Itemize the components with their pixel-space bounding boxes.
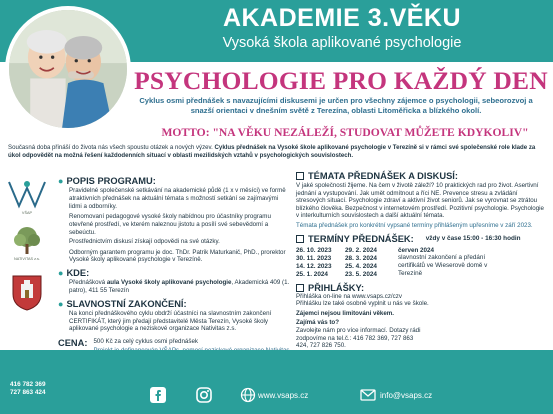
program-column: [58, 172, 290, 362]
partner-logos: [4, 178, 54, 322]
kde-heading: [58, 268, 290, 278]
checkbox-icon: [296, 172, 304, 180]
checkbox-icon: [296, 284, 304, 292]
dates-col-1: [296, 247, 345, 279]
lead-paragraph: [8, 144, 546, 160]
date-item: 28. 3. 2024: [345, 254, 377, 262]
lead-bold: Cyklus přednášek na Vysoké škole aplikované psychologie v Terezíně si v rámci své společenské role klade za úkol odpovědět na možná řešení každodenních situací v oblasti mezilidských vztahů v psychologických souvislostech.: [8, 144, 536, 159]
temata-text: V jaké společnosti žijeme. Na čem v životě záleží? 10 praktických rad pro život. Asertivní jednání a vystupování. Jak umět odmítnout a říci NE. Prevence stresu a zvládání stresových situací. Psychologie zdraví a aktivní život seniorů. Jak se vyrovnat se ztrátou blízkého člověka. Bezpečnost v internetovém prostředí. Pozitivní psychologie. Psychologie v interkulturních souvislostech a další aktuální témata.: [296, 182, 544, 220]
prihlasky-question: Zajímá vás to?: [296, 319, 339, 327]
terminy-time: vždy v čase 15:00 - 16:30 hodin: [425, 235, 521, 243]
popis-heading-text: POPIS PROGRAMU:: [66, 176, 156, 186]
facebook-icon[interactable]: [150, 387, 166, 403]
checkbox-icon: [296, 235, 304, 243]
footer-phones: [10, 381, 46, 398]
popis-p1: Pravidelné společenské setkávání na akademické půdě (1 x v měsíci) ve formě atraktivních přednášek na aktuální témata s možností setkání se zajímavými lidmi a odborníky.: [69, 187, 286, 210]
kde-prefix: Přednášková: [69, 279, 107, 287]
zakonceni-heading: [58, 299, 290, 309]
instagram-icon[interactable]: [196, 387, 212, 403]
kde-bold: aula Vysoké školy aplikované psychologie: [106, 279, 232, 287]
prihlasky-heading: [296, 283, 548, 293]
terminy-heading: [296, 234, 548, 244]
kde-suffix: , Akademická 409 (1. patro), 411 55 Terezín: [69, 279, 290, 294]
cena-heading: CENA:: [58, 338, 88, 349]
academy-title: AKADEMIE 3.VĚKU: [222, 4, 462, 32]
date-item: 30. 11. 2023: [296, 254, 332, 262]
prihlasky-line2: Přihlášku lze také osobně vyplnit u nás ve škole.: [296, 300, 429, 308]
program-title: PSYCHOLOGIE PRO KAŽDÝ DEN: [134, 66, 548, 95]
zakonceni-text: Na konci přednáškového cyklu obdrží účastníci na slavnostním zakončení CERTIFIKÁT, který jim předají představitelé Města Terezín, Vysoké školy aplikované psychologie a neziskové organizace Nativitas z.s.: [69, 309, 272, 333]
terminy-dates: [296, 247, 548, 279]
temata-heading: [296, 171, 548, 181]
footer-band: [0, 350, 553, 414]
vsap-logo-mark: [5, 178, 49, 210]
vsap-logo-text: VŠAP: [21, 211, 33, 215]
date-item: 23. 5. 2024: [345, 270, 377, 278]
nativitas-caption: NATIVITAS z.s.: [13, 257, 41, 261]
date-item: 14. 12. 2023: [296, 262, 332, 270]
email-link[interactable]: info@vsaps.cz: [380, 391, 433, 400]
phone-1[interactable]: 416 782 369: [10, 381, 46, 388]
email-icon: [360, 387, 376, 403]
temata-note: Témata přednášek pro konkrétní vypsané termíny přihlášeným upřesníme v září 2023.: [296, 221, 533, 229]
kde-heading-text: KDE:: [66, 268, 90, 279]
school-subtitle: Vysoká škola aplikované psychologie: [222, 35, 462, 51]
seniors-photo-frame: [5, 6, 131, 132]
nativitas-tree-icon: [10, 226, 44, 256]
globe-icon: [240, 387, 256, 403]
temata-heading-text: TÉMATA PŘEDNÁŠEK A DISKUSÍ:: [308, 171, 458, 181]
kde-text: [69, 279, 290, 295]
popis-p2: Renomovaní pedagogové vysoké školy nabídnou pro účastníky programu otevřené prostředí, ve kterém naleznou jistotu a posílí své sebevědomí a sebeúctu.: [69, 213, 271, 236]
closing-date: červen 2024: [398, 246, 435, 254]
dates-col-2: [345, 247, 394, 279]
prihlasky-contact: Zavolejte nám pro více informací. Dotazy rádi zodpovíme na tel.č.: 416 782 369, 727 863 424, 727 826 750.: [296, 326, 421, 350]
terezin-coat-of-arms: [4, 274, 50, 312]
popis-heading: [58, 176, 290, 186]
nativitas-logo: [4, 226, 50, 264]
popis-p4: Odborným garantem programu je doc. ThDr. Patrik Maturkanič, PhD., prorektor Vysoké školy aplikované psychologie v Terezíně.: [69, 248, 286, 264]
seniors-photo-image: [9, 10, 127, 128]
closing-ceremony: [398, 247, 498, 279]
prihlasky-heading-text: PŘIHLÁŠKY:: [308, 282, 365, 293]
date-item: 26. 10. 2023: [296, 246, 332, 254]
lead-normal: Současná doba přináší do života nás všech spoustu otázek a nových výzev.: [8, 144, 215, 151]
website-link[interactable]: www.vsaps.cz: [258, 391, 309, 400]
bullet-icon: ●: [58, 298, 64, 309]
bullet-icon: ●: [58, 176, 64, 186]
bullet-icon: ●: [58, 268, 64, 279]
popis-p3: Prostřednictvím diskusí získají odpovědi na své otázky.: [69, 237, 220, 245]
program-intro: Cyklus osmi přednášek s navazujícími diskusemi je určen pro všechny zájemce o psychologii, sebeorozvoj a snazší orientaci v dnešním světě z Terezína, oblasti Litoměřicka a blízkého okolí.: [139, 96, 533, 115]
zakonceni-heading-text: SLAVNOSTNÍ ZAKONČENÍ:: [66, 298, 187, 309]
cena-value: 500 Kč za celý cyklus osmi přednášek: [93, 338, 199, 346]
topics-column: [296, 171, 548, 350]
vsap-logo: [4, 178, 50, 216]
terminy-heading-text: TERMÍNY PŘEDNÁŠEK:: [308, 233, 414, 244]
phone-2[interactable]: 727 863 424: [10, 389, 46, 397]
seniors-photo: [9, 10, 127, 128]
date-item: 29. 2. 2024: [345, 246, 377, 254]
program-motto: MOTTO: "NA VĚKU NEZÁLEŽÍ, STUDOVAT MŮŽETE KDYKOLIV": [161, 126, 529, 139]
date-item: 25. 4. 2024: [345, 262, 377, 270]
date-item: 25. 1. 2024: [296, 270, 328, 278]
coat-of-arms-icon: [11, 274, 43, 312]
prihlasky-limit: Zájemci nejsou limitováni věkem.: [296, 309, 395, 317]
prihlasky-line1: Přihláška on-line na www.vsaps.cz/czv: [296, 292, 402, 300]
closing-text: slavnostní zakončení a předání certifikátů ve Wieserově domě v Terezíně: [398, 254, 488, 277]
